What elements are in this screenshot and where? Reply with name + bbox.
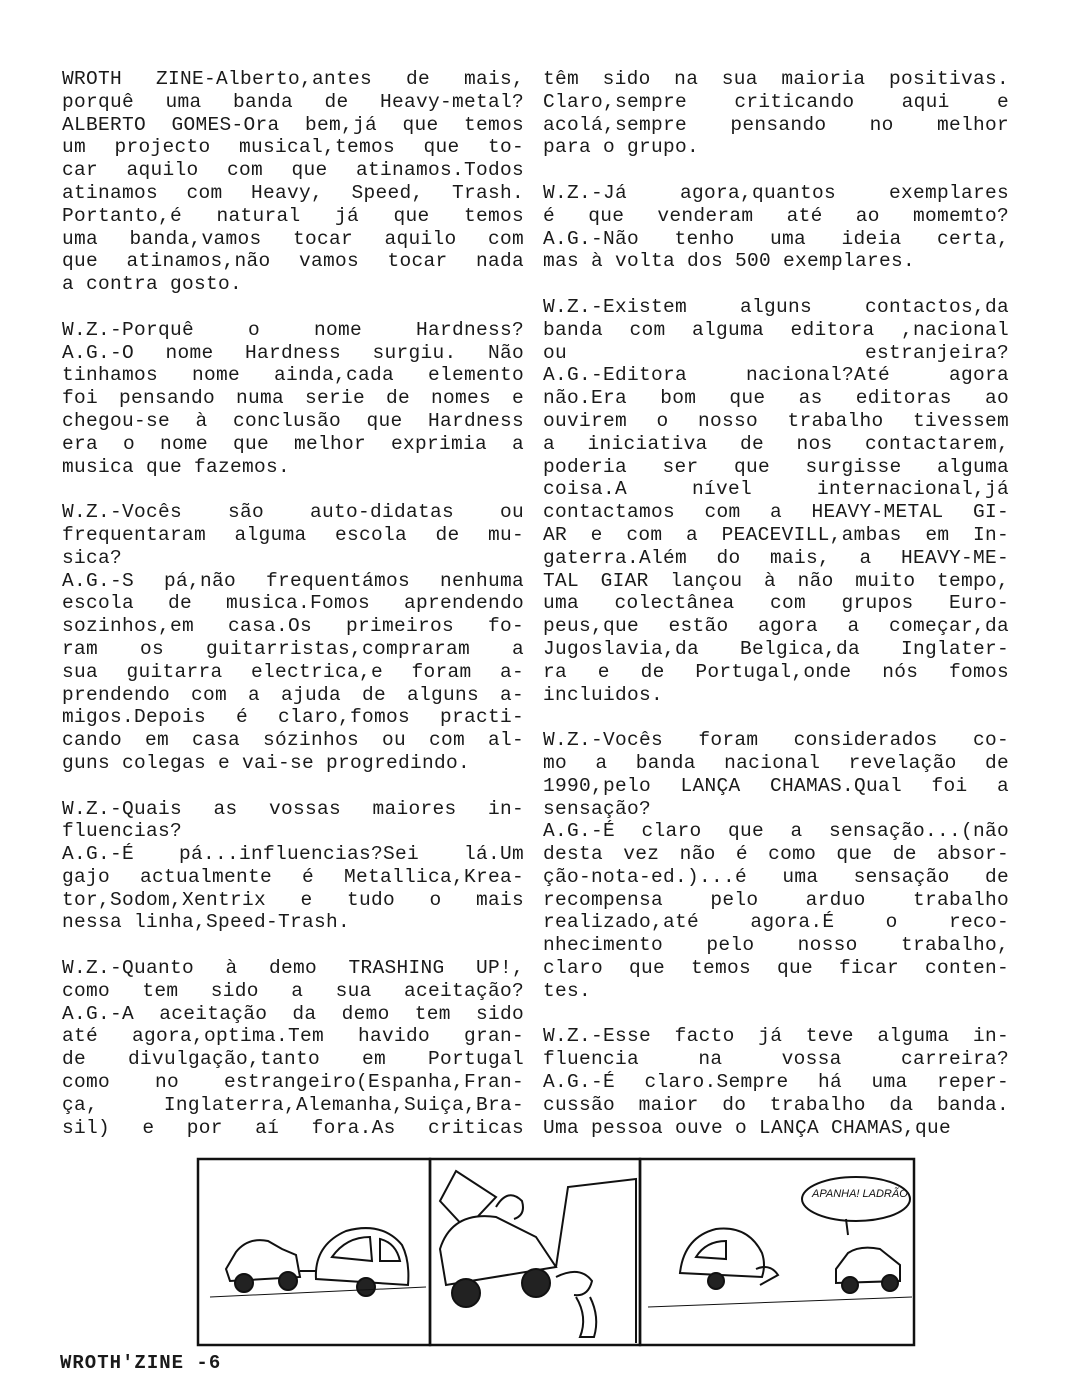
comic-speech-text: APANHA! LADRÃO [812, 1188, 908, 1200]
text-line: A.G.-S pá,não frequentámos nenhuma [62, 569, 524, 592]
text-line: peus,que estão agora a começar,da [543, 615, 1009, 638]
text-line: coisa.A nível internacional,já [543, 478, 1009, 501]
text-line: para o grupo. [543, 136, 700, 159]
text-line: car aquilo com que atinamos.Todos [62, 159, 524, 182]
text-line: W.Z.-Vocês foram considerados co- [543, 729, 1009, 752]
text-line: ça, Inglaterra,Alemanha,Suiça,Bra- [62, 1093, 524, 1116]
text-line: 1990,pelo LANÇA CHAMAS.Qual foi a [543, 774, 1009, 797]
page-footer-label: WROTH'ZINE -6 [60, 1352, 222, 1374]
text-line: AR e com a PEACEVILL,ambas em In- [543, 523, 1009, 546]
text-line: cussão maior do trabalho da banda. [543, 1093, 1009, 1116]
text-line: mo a banda nacional revelação de [543, 751, 1009, 774]
text-line: incluidos. [543, 683, 664, 706]
text-line: Jugoslavia,da Belgica,da Inglater- [543, 637, 1009, 660]
text-line: sozinhos,em casa.Os primeiros fo- [62, 615, 524, 638]
text-line: mas à volta dos 500 exemplares. [543, 250, 916, 273]
text-line: A.G.-A aceitação da demo tem sido [62, 1002, 524, 1025]
text-line: realizado,até agora.É o reco- [543, 911, 1009, 934]
text-line: atinamos com Heavy, Speed, Trash. [62, 181, 524, 204]
text-line: A.G.-É claro que a sensação...(não [543, 820, 1009, 843]
text-line: nhecimento pelo nosso trabalho, [543, 934, 1009, 957]
text-line: prendendo com a ajuda de alguns a- [62, 683, 524, 706]
text-line: fluencias? [62, 820, 183, 843]
text-line: ALBERTO GOMES-Ora bem,já que temos [62, 113, 524, 136]
text-line: W.Z.-Quais as vossas maiores in- [62, 797, 524, 820]
text-line: ram os guitarristas,compraram a [62, 637, 524, 660]
text-line: ção-nota-ed.)...é uma sensação de [543, 865, 1009, 888]
text-line: era o nome que melhor exprimia a [62, 432, 524, 455]
text-line: um projecto musical,temos que to- [62, 136, 524, 159]
text-line: W.Z.-Quanto à demo TRASHING UP!, [62, 957, 524, 980]
text-line: sensação? [543, 797, 652, 820]
text-line: A.G.-É pá...influencias?Sei lá.Um [62, 843, 524, 866]
text-line: contactamos com a HEAVY-METAL GI- [543, 501, 1009, 524]
text-line: W.Z.-Vocês são auto-didatas ou [62, 501, 524, 524]
text-line: poderia ser que surgisse alguma [543, 455, 1009, 478]
text-line: até agora,optima.Tem havido gran- [62, 1025, 524, 1048]
text-line: cando em casa sózinhos ou com al- [62, 729, 524, 752]
text-line: que atinamos,não vamos tocar nada [62, 250, 524, 273]
text-line: Portanto,é natural já que temos [62, 204, 524, 227]
text-line: uma colectânea com grupos Euro- [543, 592, 1009, 615]
text-line: tor,Sodom,Xentrix e tudo o mais [62, 888, 524, 911]
text-line: banda com alguma editora ,nacional [543, 318, 1009, 341]
text-line: de divulgação,tanto em Portugal [62, 1048, 524, 1071]
comic-strip [196, 1157, 916, 1347]
paragraph-gap [62, 934, 524, 957]
paragraph-gap [543, 159, 1009, 182]
paragraph-gap [62, 478, 524, 501]
text-line: foi pensando numa serie de nomes e [62, 387, 524, 410]
text-line: como tem sido a sua aceitação? [62, 979, 524, 1002]
paragraph-gap [543, 706, 1009, 729]
text-line: recompensa pelo arduo trabalho [543, 888, 1009, 911]
article-column-left [62, 68, 524, 1139]
text-line: migos.Depois é claro,fomos practi- [62, 706, 524, 729]
text-line: a iniciativa de nos contactarem, [543, 432, 1009, 455]
text-line: é que venderam até ao momemto? [543, 204, 1009, 227]
text-line: WROTH ZINE-Alberto,antes de mais, [62, 68, 524, 90]
text-line: A.G.-É claro.Sempre há uma reper- [543, 1071, 1009, 1094]
text-line: acolá,sempre pensando no melhor [543, 113, 1009, 136]
text-line: frequentaram alguma escola de mu- [62, 523, 524, 546]
paragraph-gap [62, 775, 524, 798]
text-line: fluencia na vossa carreira? [543, 1048, 1009, 1071]
text-line: W.Z.-Já agora,quantos exemplares [543, 181, 1009, 204]
text-line: uma banda,vamos tocar aquilo com [62, 227, 524, 250]
text-line: chegou-se à conclusão que Hardness [62, 409, 524, 432]
paragraph-gap [543, 1003, 1009, 1026]
article-column-right [543, 68, 1009, 1139]
text-line: W.Z.-Porquê o nome Hardness? [62, 318, 524, 341]
text-line: Claro,sempre criticando aqui e [543, 90, 1009, 113]
text-line: guns colegas e vai-se progredindo. [62, 751, 471, 774]
text-line: desta vez não é como que de absor- [543, 843, 1009, 866]
text-line: A.G.-O nome Hardness surgiu. Não [62, 341, 524, 364]
text-line: porquê uma banda de Heavy-metal? [62, 90, 524, 113]
text-line: W.Z.-Existem alguns contactos,da [543, 295, 1009, 318]
text-line: nessa linha,Speed-Trash. [62, 911, 351, 934]
text-line: ra e de Portugal,onde nós fomos [543, 660, 1009, 683]
text-line: escola de musica.Fomos aprendendo [62, 592, 524, 615]
comic-car-towing-caravan [210, 1228, 426, 1297]
text-line: sica? [62, 546, 123, 569]
text-line: como no estrangeiro(Espanha,Fran- [62, 1071, 524, 1094]
text-line: musica que fazemos. [62, 455, 291, 478]
text-line: ou estranjeira? [543, 341, 1009, 364]
text-line: ouvirem o nosso trabalho tivessem [543, 409, 1009, 432]
text-line: tinhamos nome ainda,cada elemento [62, 364, 524, 387]
text-line: claro que temos que ficar conten- [543, 957, 1009, 980]
text-line: tes. [543, 979, 592, 1002]
paragraph-gap [543, 273, 1009, 296]
text-line: gajo actualmente é Metallica,Krea- [62, 865, 524, 888]
text-line: Uma pessoa ouve o LANÇA CHAMAS,que [543, 1116, 952, 1139]
text-line: a contra gosto. [62, 273, 243, 296]
text-line: sil) e por aí fora.As criticas [62, 1116, 524, 1139]
text-line: têm sido na sua maioria positivas. [543, 68, 1009, 90]
text-line: W.Z.-Esse facto já teve alguma in- [543, 1025, 1009, 1048]
comic-car-with-character [440, 1171, 636, 1343]
text-line: A.G.-Não tenho uma ideia certa, [543, 227, 1009, 250]
text-line: A.G.-Editora nacional?Até agora [543, 364, 1009, 387]
paragraph-gap [62, 296, 524, 319]
text-line: não.Era bom que as editoras ao [543, 387, 1009, 410]
text-line: TAL GIAR lançou à não muito tempo, [543, 569, 1009, 592]
text-line: gaterra.Além do mais, a HEAVY-ME- [543, 546, 1009, 569]
text-line: sua guitarra electrica,e foram a- [62, 660, 524, 683]
